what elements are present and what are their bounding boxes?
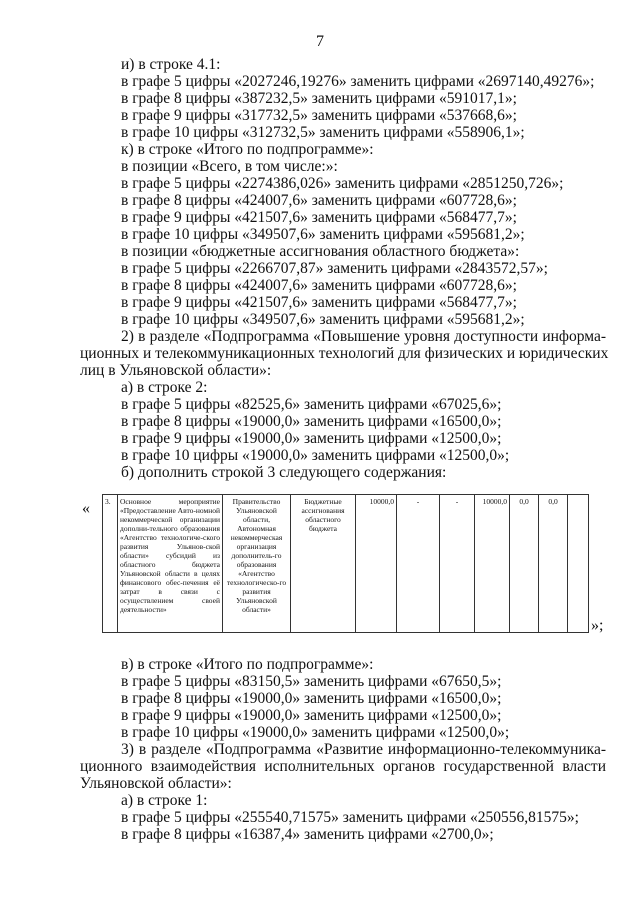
cell-year4: 0,0: [510, 495, 539, 633]
text-line: в графе 8 цифры «19000,0» заменить цифрами «16500,0»;: [121, 413, 502, 430]
text-line: в графе 5 цифры «2266707,87» заменить цифрами «2843572,57»;: [121, 260, 548, 277]
text-line: в графе 8 цифры «387232,5» заменить цифрами «591017,1»;: [121, 90, 517, 107]
text-line: в графе 9 цифры «317732,5» заменить цифрами «537668,6»;: [121, 107, 517, 124]
text-line: в) в строке «Итого по подпрограмме»:: [121, 656, 374, 673]
table-row: [103, 495, 589, 633]
cell-year2: -: [440, 495, 475, 633]
text-line: в графе 5 цифры «255540,71575» заменить цифрами «250556,81575»;: [121, 809, 579, 826]
cell-activity-name: Основное мероприятие «Предоставление Авто-номной некоммерческой организации дополни-тельного образования «Агентство технологиче-ского развития Ульянов-ской области» субсидий из областного бюджета Ульяновской области в целях финансового обес-печения её затрат в связи с осуществлением своей деятельности»: [118, 495, 223, 633]
text-line: в графе 10 цифры «349507,6» заменить цифрами «595681,2»;: [121, 311, 525, 328]
text-line: в графе 5 цифры «2027246,19276» заменить цифрами «2697140,49276»;: [121, 73, 595, 90]
cell-number: 3.: [103, 495, 118, 633]
text-line: и) в строке 4.1:: [121, 56, 221, 73]
text-line: в графе 10 цифры «349507,6» заменить цифрами «595681,2»;: [121, 226, 525, 243]
text-line: Ульяновской области»:: [80, 775, 232, 792]
text-line: в позиции «бюджетные ассигнования областного бюджета»:: [121, 243, 520, 260]
text-line: 3) в разделе «Подпрограмма «Развитие информационно-телекоммуника-: [121, 741, 606, 758]
text-line: в графе 10 цифры «312732,5» заменить цифрами «558906,1»;: [121, 124, 525, 141]
text-line: в графе 9 цифры «19000,0» заменить цифрами «12500,0»;: [121, 430, 502, 447]
cell-year5: 0,0: [539, 495, 568, 633]
text-line: в графе 8 цифры «424007,6» заменить цифрами «607728,6»;: [121, 192, 517, 209]
cell-total: 10000,0: [356, 495, 397, 633]
text-line: в позиции «Всего, в том числе:»:: [121, 158, 338, 175]
text-line: в графе 9 цифры «421507,6» заменить цифрами «568477,7»;: [121, 209, 517, 226]
text-line: в графе 8 цифры «19000,0» заменить цифрами «16500,0»;: [121, 690, 502, 707]
text-line: лиц в Ульяновской области»:: [80, 362, 272, 379]
text-line: ционного взаимодействия исполнительных органов государственной власти: [80, 758, 606, 775]
text-line: 2) в разделе «Подпрограмма «Повышение уровня доступности информа-: [121, 328, 606, 345]
text-line: в графе 10 цифры «19000,0» заменить цифрами «12500,0»;: [121, 724, 510, 741]
text-line: б) дополнить строкой 3 следующего содержания:: [121, 464, 447, 481]
page-number: 7: [316, 33, 324, 50]
text-line: а) в строке 2:: [121, 379, 208, 396]
text-line: в графе 5 цифры «83150,5» заменить цифрами «67650,5»;: [121, 673, 502, 690]
opening-quote: «: [82, 500, 90, 517]
cell-empty: [568, 495, 589, 633]
text-line: в графе 5 цифры «82525,6» заменить цифрами «67025,6»;: [121, 396, 502, 413]
text-line: ционных и телекоммуникационных технологий для физических и юридических: [80, 345, 609, 362]
cell-funding-source: Бюджетные ассигнования областного бюджета: [291, 495, 356, 633]
closing-quote: »;: [591, 617, 604, 634]
text-line: к) в строке «Итого по подпрограмме»:: [121, 141, 374, 158]
cell-executor: Правительство Ульяновской области, Автономная некоммерческая организация дополнитель-го образования «Агентство технологическо-го развития Ульяновской области»: [223, 495, 291, 633]
text-line: в графе 8 цифры «424007,6» заменить цифрами «607728,6»;: [121, 277, 517, 294]
text-line: в графе 5 цифры «2274386,026» заменить цифрами «2851250,726»;: [121, 175, 564, 192]
cell-year3: 10000,0: [475, 495, 510, 633]
text-line: в графе 10 цифры «19000,0» заменить цифрами «12500,0»;: [121, 447, 510, 464]
inserted-table-row: [102, 494, 589, 633]
text-line: в графе 9 цифры «421507,6» заменить цифрами «568477,7»;: [121, 294, 517, 311]
text-line: в графе 8 цифры «16387,4» заменить цифрами «2700,0»;: [121, 826, 494, 843]
cell-year1: -: [397, 495, 440, 633]
text-line: в графе 9 цифры «19000,0» заменить цифрами «12500,0»;: [121, 707, 502, 724]
text-line: а) в строке 1:: [121, 792, 208, 809]
